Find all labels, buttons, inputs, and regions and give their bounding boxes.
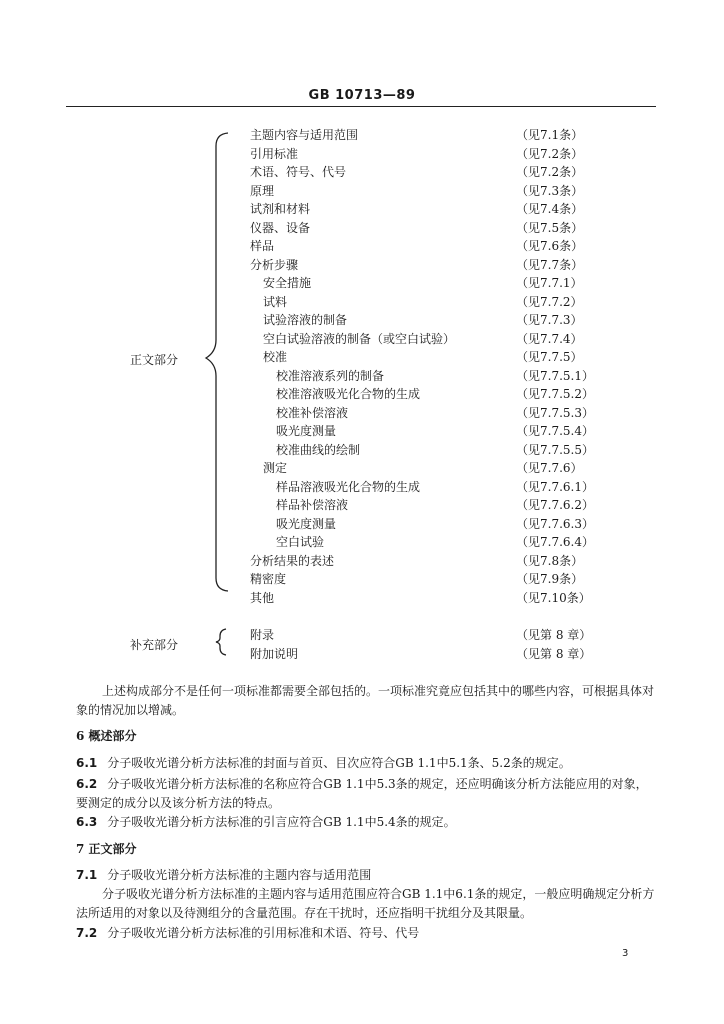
item-reference: （见第 8 章） xyxy=(516,628,592,642)
clause-7-2-title xyxy=(76,924,658,943)
body-part-label: 正文部分 xyxy=(130,353,179,367)
item-reference: （见7.7.3） xyxy=(516,313,583,327)
item-reference: （见7.5条） xyxy=(516,221,584,235)
item-reference: （见7.3条） xyxy=(516,184,584,198)
clause-text: 分子吸收光谱分析方法标准的引言应符合GB 1.1中5.4条的规定。 xyxy=(107,815,456,829)
clause-6-1 xyxy=(76,754,658,773)
list-item: 仪器、设备 xyxy=(250,221,311,235)
list-item: 校准补偿溶液 xyxy=(276,406,349,420)
item-reference: （见7.7.6） xyxy=(516,461,583,475)
list-item: 校准 xyxy=(263,350,288,364)
list-item: 试剂和材料 xyxy=(250,202,311,216)
list-item: 附录 xyxy=(250,628,275,642)
item-reference: （见7.7.6.2） xyxy=(516,498,594,512)
item-reference: （见7.7.5.1） xyxy=(516,369,594,383)
list-item: 吸光度测量 xyxy=(276,424,337,438)
list-item: 分析步骤 xyxy=(250,258,299,272)
supplement-part-label: 补充部分 xyxy=(130,638,179,652)
clause-7-1-title xyxy=(76,866,658,885)
item-reference: （见7.7.1） xyxy=(516,276,583,290)
item-reference: （见第 8 章） xyxy=(516,647,592,661)
clause-6-3 xyxy=(76,813,658,832)
item-reference: （见7.7.2） xyxy=(516,295,583,309)
item-reference: （见7.10条） xyxy=(516,591,591,605)
list-item: 试料 xyxy=(263,295,288,309)
body-brace xyxy=(206,133,228,591)
clause-title: 分子吸收光谱分析方法标准的引用标准和术语、符号、代号 xyxy=(107,926,420,940)
list-item: 安全措施 xyxy=(263,276,312,290)
standard-code-header: GB 10713—89 xyxy=(308,88,416,103)
item-reference: （见7.8条） xyxy=(516,554,584,568)
clause-number: 6.1 xyxy=(76,756,98,770)
item-reference: （见7.7.6.4） xyxy=(516,535,594,549)
clause-number: 6.3 xyxy=(76,815,98,829)
list-item: 原理 xyxy=(250,184,275,198)
item-reference: （见7.7.5） xyxy=(516,350,583,364)
item-reference: （见7.2条） xyxy=(516,147,584,161)
list-item: 样品溶液吸光化合物的生成 xyxy=(276,480,421,494)
item-reference: （见7.9条） xyxy=(516,572,584,586)
clause-text: 分子吸收光谱分析方法标准的封面与首页、目次应符合GB 1.1中5.1条、5.2条的规定。 xyxy=(107,756,571,770)
item-reference: （见7.7条） xyxy=(516,258,584,272)
list-item: 试验溶液的制备 xyxy=(263,313,348,327)
list-item: 引用标准 xyxy=(250,147,299,161)
item-reference: （见7.7.4） xyxy=(516,332,583,346)
item-reference: （见7.1条） xyxy=(516,128,584,142)
item-reference: （见7.7.6.3） xyxy=(516,517,594,531)
item-reference: （见7.7.5.2） xyxy=(516,387,594,401)
list-item: 空白试验溶液的制备（或空白试验） xyxy=(263,332,456,346)
list-item: 样品补偿溶液 xyxy=(276,498,349,512)
list-item: 样品 xyxy=(250,239,275,253)
page-number: 3 xyxy=(622,948,629,959)
list-item: 空白试验 xyxy=(276,535,325,549)
list-item: 术语、符号、代号 xyxy=(250,165,347,179)
clause-number: 7.2 xyxy=(76,926,98,940)
item-reference: （见7.7.5.4） xyxy=(516,424,594,438)
clause-title: 分子吸收光谱分析方法标准的主题内容与适用范围 xyxy=(107,868,372,882)
list-item: 附加说明 xyxy=(250,647,299,661)
item-reference: （见7.7.5.3） xyxy=(516,406,594,420)
list-item: 精密度 xyxy=(250,572,287,586)
supplement-brace xyxy=(216,629,226,655)
item-reference: （见7.4条） xyxy=(516,202,584,216)
clause-text: 分子吸收光谱分析方法标准的名称应符合GB 1.1中5.3条的规定，还应明确该分析方法能应用的对象，要测定的成分以及该分析方法的特点。 xyxy=(76,777,648,810)
list-item: 校准溶液系列的制备 xyxy=(276,369,385,383)
item-reference: （见7.7.6.1） xyxy=(516,480,594,494)
list-item: 测定 xyxy=(263,461,288,475)
section-7-heading: 7 正文部分 xyxy=(76,842,137,856)
list-item: 分析结果的表述 xyxy=(250,554,335,568)
clause-7-1-body: 分子吸收光谱分析方法标准的主题内容与适用范围应符合GB 1.1中6.1条的规定，一般应明确规定分析方法所适用的对象以及待测组分的含量范围。存在干扰时，还应指明干扰组分及其限量。 xyxy=(76,887,655,920)
list-item: 吸光度测量 xyxy=(276,517,337,531)
list-item: 主题内容与适用范围 xyxy=(250,128,359,142)
clause-number: 6.2 xyxy=(76,777,98,791)
item-reference: （见7.2条） xyxy=(516,165,584,179)
list-item: 其他 xyxy=(250,591,275,605)
item-reference: （见7.7.5.5） xyxy=(516,443,594,457)
note-paragraph: 上述构成部分不是任何一项标准都需要全部包括的。一项标准究竟应包括其中的哪些内容，可根据具体对象的情况加以增减。 xyxy=(76,684,655,717)
item-reference: （见7.6条） xyxy=(516,239,584,253)
list-item: 校准曲线的绘制 xyxy=(276,443,361,457)
section-6-heading: 6 概述部分 xyxy=(76,729,137,743)
clause-number: 7.1 xyxy=(76,868,98,882)
clause-6-2 xyxy=(76,775,658,813)
list-item: 校准溶液吸光化合物的生成 xyxy=(276,387,421,401)
